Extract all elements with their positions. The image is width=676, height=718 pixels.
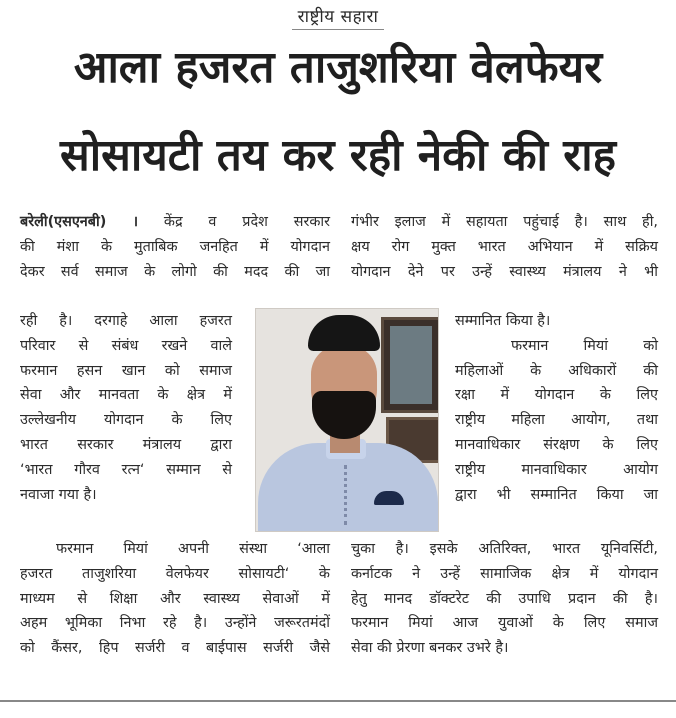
article-line: रक्षा में योगदान के लिए xyxy=(455,387,658,404)
article-line: सेवा की प्रेरणा बनकर उभरे है। xyxy=(351,640,509,657)
article-line: गंभीर इलाज में सहायता पहुंचाई है। साथ ही, xyxy=(351,214,658,230)
article-line: रही है। दरगाहे आला हजरत xyxy=(20,313,232,329)
article-line: योगदान देने पर उन्हें स्वास्थ्य मंत्रालय ने भी xyxy=(351,263,658,280)
article-line: द्वारा भी सम्मानित किया जा xyxy=(455,486,658,503)
cap xyxy=(308,315,380,351)
left-column-top xyxy=(20,210,330,284)
coat-buttons xyxy=(344,465,351,525)
article-line: हेतु मानद डॉक्टरेट की उपाधि प्रदान की है। xyxy=(351,590,658,607)
right-column-bottom xyxy=(351,537,658,661)
article-line: फरमान मियां अपनी संस्था ‘आला xyxy=(56,541,330,557)
left-column-narrow xyxy=(20,309,232,507)
article-line: महिलाओं के अधिकारों की xyxy=(455,362,658,379)
article-line: मानवाधिकार संरक्षण के लिए xyxy=(455,436,658,453)
article-line: अहम भूमिका निभा रहे है। उन्होंने जरूरतमंदों xyxy=(20,615,330,632)
right-column-top xyxy=(351,210,658,284)
article-line: सम्मानित किया है। xyxy=(455,313,551,329)
article-line: सेवा और मानवता के क्षेत्र में xyxy=(20,387,232,404)
pocket-square xyxy=(374,491,404,505)
article-line: परिवार से संबंध रखने वाले xyxy=(20,337,232,354)
dateline: बरेली(एसएनबी) । xyxy=(20,214,139,230)
article-line: बरेली(एसएनबी) । केंद्र व प्रदेश सरकार xyxy=(20,214,330,230)
article-line: देकर सर्व समाज के लोगो की मदद की जा xyxy=(20,263,330,280)
masthead-text: राष्ट्रीय सहारा xyxy=(292,4,385,30)
article-line: को कैंसर, हिप सर्जरी व बाईपास सर्जरी जैसे xyxy=(20,640,330,657)
article-line: उल्लेखनीय योगदान के लिए xyxy=(20,412,232,429)
article-line: माध्यम से शिक्षा और स्वास्थ्य सेवाओं में xyxy=(20,590,330,607)
article-line: फरमान मियां आज युवाओं के लिए समाज xyxy=(351,615,658,632)
left-column-bottom xyxy=(20,537,330,661)
article-line: हजरत ताजुशरिया वेलफेयर सोसायटी‘ के xyxy=(20,565,330,582)
article-line: क्षय रोग मुक्त भारत अभियान में सक्रिय xyxy=(351,238,658,255)
bottom-rule xyxy=(0,700,676,702)
wall-frame xyxy=(381,317,439,413)
portrait-photo xyxy=(255,308,439,532)
masthead xyxy=(0,4,676,30)
headline-line-1: आला हजरत ताजुशरिया वेलफेयर xyxy=(73,42,603,93)
article-line: राष्ट्रीय मानवाधिकार आयोग xyxy=(455,461,658,478)
headline-line-2: सोसायटी तय कर रही नेकी की राह xyxy=(60,130,616,181)
article-line: राष्ट्रीय महिला आयोग, तथा xyxy=(455,412,658,429)
article-line: कर्नाटक ने उन्हें सामाजिक क्षेत्र में योगदान xyxy=(351,565,658,582)
article-line: नवाजा गया है। xyxy=(20,486,97,503)
article-line: चुका है। इसके अतिरिक्त, भारत यूनिवर्सिटी, xyxy=(351,541,658,557)
article-line: फरमान हसन खान को समाज xyxy=(20,362,232,379)
article-line: की मंशा के मुताबिक जनहित में योगदान xyxy=(20,238,330,255)
article-line: फरमान मियां को xyxy=(511,337,658,354)
beard xyxy=(312,391,376,439)
article-line: ‘भारत गौरव रत्न‘ सम्मान से xyxy=(20,461,232,478)
right-column-narrow xyxy=(455,309,658,507)
article-line: भारत सरकार मंत्रालय द्वारा xyxy=(20,436,232,453)
